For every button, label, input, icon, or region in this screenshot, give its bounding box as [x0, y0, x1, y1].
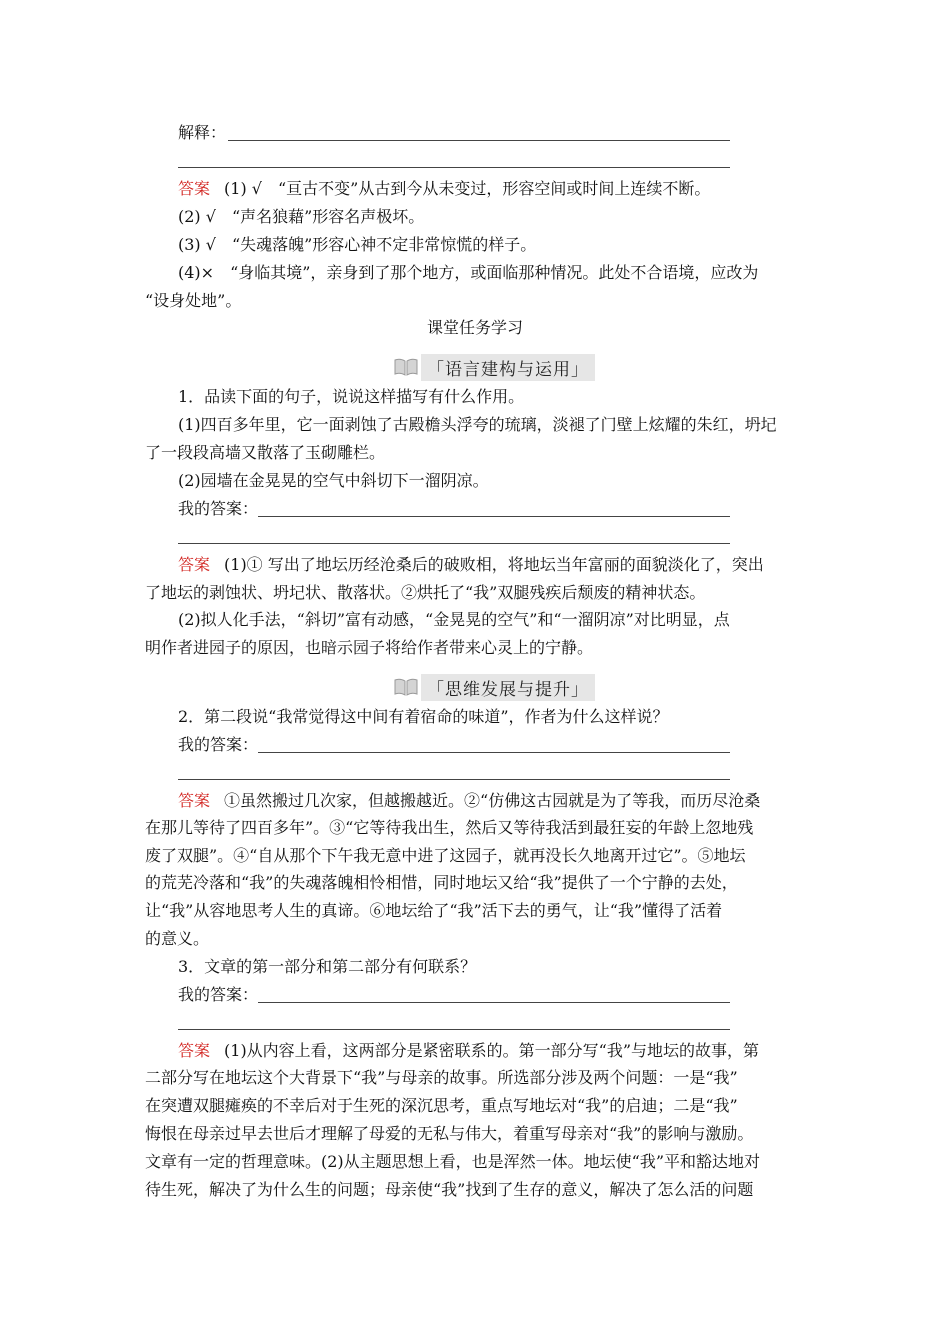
question-text: 2．第二段说“我常觉得这中间有着宿命的味道”，作者为什么这样说？ [178, 707, 669, 726]
answer-blank-line[interactable] [178, 779, 730, 780]
answer-line: 明作者进园子的原因，也暗示园子将给作者带来心灵上的宁静。 [145, 638, 594, 657]
answer-line: (4)× “身临其境”，亲身到了那个地方，或面临那种情况。此处不合语境，应改为 [178, 263, 759, 282]
question-text: (2)园墙在金晃晃的空气中斜切下一溜阴凉。 [178, 471, 489, 490]
question-text: 3．文章的第一部分和第二部分有何联系？ [178, 957, 477, 976]
answer-line: 了地坛的剥蚀状、坍圮状、散落状。②烘托了“我”双腿残疾后颓废的精神状态。 [145, 583, 706, 602]
answer-line: 文章有一定的哲理意味。(2)从主题思想上看，也是浑然一体。地坛使“我”平和豁达地对 [145, 1152, 761, 1171]
answer-line: 待生死，解决了为什么生的问题；母亲使“我”找到了生存的意义，解决了怎么活的问题 [145, 1180, 754, 1199]
answer-line: 答案 (1)从内容上看，这两部分是紧密联系的。第一部分写“我”与地坛的故事，第 [178, 1041, 760, 1060]
answer-line: 废了双腿”。④“自从那个下午我无意中进了这园子，就再没长久地离开过它”。⑤地坛 [145, 846, 746, 865]
section-banner [393, 354, 595, 380]
my-answer-label: 我的答案： [178, 985, 259, 1004]
answer-blank-line[interactable] [258, 516, 730, 517]
answer-blank-line[interactable] [178, 167, 730, 168]
book-icon [393, 677, 419, 697]
section-title: 课堂任务学习 [426, 318, 523, 337]
answer-line: (3) √ “失魂落魄”形容心神不定非常惊慌的样子。 [178, 235, 537, 254]
answer-label: 答案 [178, 555, 211, 574]
answer-line: 让“我”从容地思考人生的真谛。⑥地坛给了“我”活下去的勇气，让“我”懂得了活着 [145, 901, 723, 920]
question-text: 1．品读下面的句子，说说这样描写有什么作用。 [178, 387, 525, 406]
answer-line: 在突遭双腿瘫痪的不幸后对于生死的深沉思考，重点写地坛对“我”的启迪；二是“我” [145, 1096, 738, 1115]
answer-blank-line[interactable] [178, 543, 730, 544]
answer-blank-line[interactable] [178, 1029, 730, 1030]
answer-label: 答案 [178, 791, 211, 810]
banner-label: 「语言建构与运用」 [421, 354, 595, 381]
section-banner [393, 674, 595, 700]
answer-line: 的荒芜冷落和“我”的失魂落魄相怜相惜，同时地坛又给“我”提供了一个宁静的去处， [145, 873, 738, 892]
book-icon [393, 357, 419, 377]
answer-blank-line[interactable] [258, 752, 730, 753]
answer-line: 的意义。 [145, 929, 210, 948]
banner-label: 「思维发展与提升」 [421, 674, 595, 701]
answer-line: 答案 ①虽然搬过几次家，但越搬越近。②“仿佛这古园就是为了等我，而历尽沧桑 [178, 791, 761, 810]
answer-line: 在那儿等待了四百多年”。③“它等待我出生，然后又等待我活到最狂妄的年龄上忽地残 [145, 818, 754, 837]
answer-line: (2)拟人化手法，“斜切”富有动感，“金晃晃的空气”和“一溜阴凉”对比明显，点 [178, 610, 730, 629]
explain-label: 解释： [178, 123, 227, 142]
answer-line: 答案 (1)① 写出了地坛历经沧桑后的破败相，将地坛当年富丽的面貌淡化了，突出 [178, 555, 764, 574]
answer-line: “设身处地”。 [145, 291, 242, 310]
answer-label: 答案 [178, 1041, 211, 1060]
answer-line: 答案 (1) √ “亘古不变”从古到今从未变过，形容空间或时间上连续不断。 [178, 179, 711, 198]
answer-blank-line[interactable] [228, 140, 730, 141]
question-text: (1)四百多年里，它一面剥蚀了古殿檐头浮夸的琉璃，淡褪了门壁上炫耀的朱红，坍圮 [178, 415, 777, 434]
answer-line: (2) √ “声名狼藉”形容名声极坏。 [178, 207, 425, 226]
answer-label: 答案 [178, 179, 211, 198]
answer-line: 二部分写在地坛这个大背景下“我”与母亲的故事。所选部分涉及两个问题：一是“我” [145, 1068, 738, 1087]
question-text: 了一段段高墙又散落了玉砌雕栏。 [145, 443, 386, 462]
my-answer-label: 我的答案： [178, 499, 259, 518]
answer-line: 悔恨在母亲过早去世后才理解了母爱的无私与伟大，着重写母亲对“我”的影响与激励。 [145, 1124, 754, 1143]
my-answer-label: 我的答案： [178, 735, 259, 754]
answer-blank-line[interactable] [258, 1002, 730, 1003]
